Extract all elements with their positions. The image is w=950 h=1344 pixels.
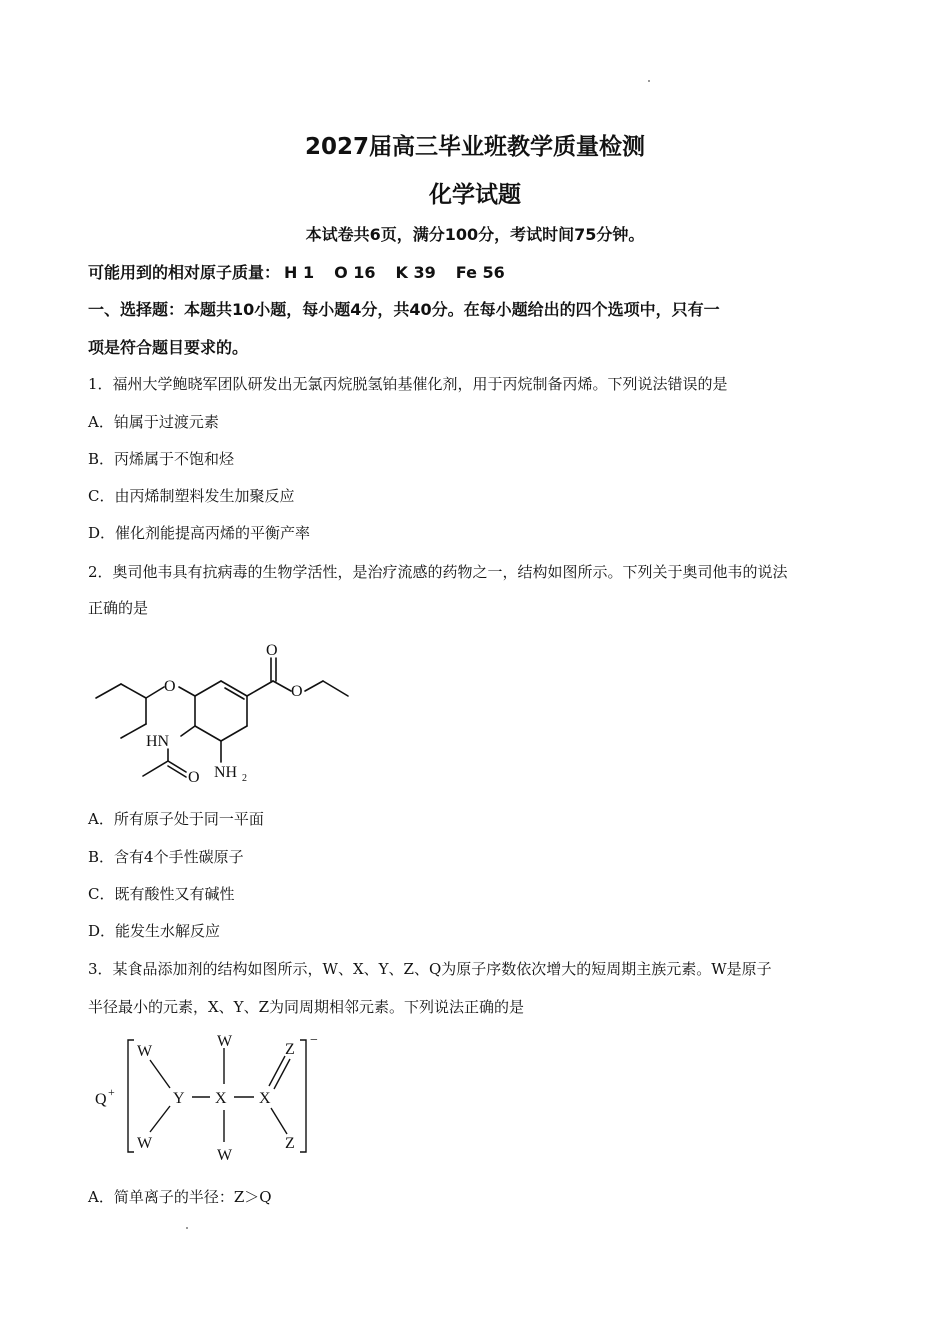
q1-option-c: C．由丙烯制塑料发生加聚反应 [88, 487, 295, 505]
atomic-mass-o: O 16 [334, 263, 376, 282]
struct-o-amide: O [188, 769, 200, 786]
atomic-mass-label: 可能用到的相对原子质量： [88, 263, 281, 282]
struct-y: Y [173, 1090, 185, 1107]
q3-option-a: A．简单离子的半径：Z＞Q [88, 1188, 272, 1206]
atomic-mass-k: K 39 [395, 263, 436, 282]
struct-w-lower-left: W [137, 1135, 153, 1152]
q1-stem: 1．福州大学鲍晓军团队研发出无氯丙烷脱氢铂基催化剂，用于丙烷制备丙烯。下列说法错误的是 [88, 375, 728, 393]
atomic-mass-line [88, 260, 525, 283]
q3-stem-line2: 半径最小的元素，X、Y、Z为同周期相邻元素。下列说法正确的是 [88, 998, 525, 1016]
q1-option-b: B．丙烯属于不饱和烃 [88, 450, 235, 468]
exam-subtitle: 化学试题 [429, 182, 521, 208]
oseltamivir-structure [88, 636, 368, 796]
struct-nh2-subscript: 2 [242, 773, 247, 784]
struct-w-bottom: W [217, 1147, 233, 1164]
struct-o-ester: O [291, 683, 303, 700]
struct-hn: HN [146, 733, 170, 750]
struct-o-carbonyl: O [266, 642, 278, 659]
q1-option-d: D．催化剂能提高丙烯的平衡产率 [88, 524, 311, 542]
q3-stem-line1: 3．某食品添加剂的结构如图所示，W、X、Y、Z、Q为原子序数依次增大的短周期主族元素。W是原子 [88, 960, 772, 978]
atomic-mass-fe: Fe 56 [455, 263, 505, 282]
food-additive-structure [88, 1030, 338, 1170]
struct-nh2: NH [214, 764, 238, 781]
atomic-mass-h: H 1 [284, 263, 315, 282]
struct-q: Q [95, 1091, 107, 1108]
q2-stem-line1: 2．奥司他韦具有抗病毒的生物学活性，是治疗流感的药物之一，结构如图所示。下列关于奥司他韦的说法 [88, 563, 788, 581]
q1-option-a: A．铂属于过渡元素 [88, 413, 219, 431]
exam-info: 本试卷共6页，满分100分，考试时间75分钟。 [305, 225, 645, 244]
q2-option-b: B．含有4个手性碳原子 [88, 848, 244, 866]
section-heading-line1: 一、选择题：本题共10小题，每小题4分，共40分。在每小题给出的四个选项中，只有一 [88, 300, 720, 319]
q2-option-c: C．既有酸性又有碱性 [88, 885, 235, 903]
q2-option-a: A．所有原子处于同一平面 [88, 810, 264, 828]
q2-option-d: D．能发生水解反应 [88, 922, 221, 940]
struct-anion-charge: − [310, 1033, 318, 1048]
struct-o-ether: O [164, 678, 176, 695]
struct-x-center: X [215, 1090, 227, 1107]
struct-w-upper-left: W [137, 1043, 153, 1060]
struct-q-charge: + [108, 1085, 115, 1099]
scan-speck [186, 1227, 188, 1229]
exam-title: 2027届高三毕业班教学质量检测 [304, 134, 645, 160]
scan-speck [648, 80, 650, 82]
struct-z-lower: Z [285, 1135, 295, 1152]
struct-z-upper: Z [285, 1041, 295, 1058]
struct-w-top: W [217, 1033, 233, 1050]
section-heading-line2: 项是符合题目要求的。 [88, 338, 249, 357]
q2-stem-line2: 正确的是 [88, 599, 149, 617]
struct-x-right: X [259, 1090, 271, 1107]
